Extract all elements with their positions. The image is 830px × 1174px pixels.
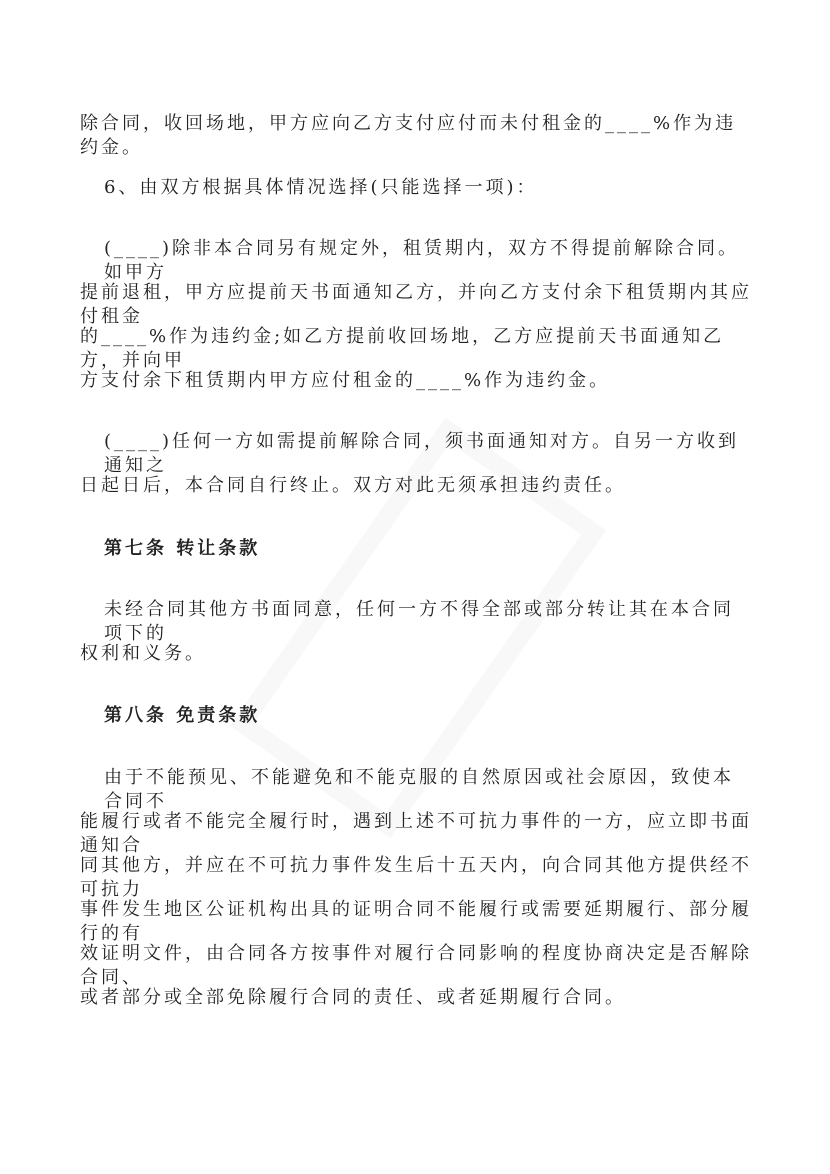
option-2-line: 日起日后，本合同自行终止。双方对此无须承担违约责任。 [80,475,626,496]
article-8-text: 由于不能预见、不能避免和不能克服的自然原因或社会原因，致使本合同不 [104,767,734,812]
option-1-line: (____)除非本合同另有规定外，租赁期内，双方不得提前解除合同。如甲方 [104,238,740,283]
clause-6-heading: 6、由双方根据具体情况选择(只能选择一项)： [104,177,538,198]
article-8-heading: 第八条 免责条款 [104,705,261,726]
article-7-heading: 第七条 转让条款 [104,538,261,559]
article-8-text: 同其他方，并应在不可抗力事件发生后十五天内，向合同其他方提供经不可抗力 [80,855,752,900]
paragraph-line: 除合同，收回场地，甲方应向乙方支付应付而未付租金的____%作为违约金。 [80,113,737,158]
option-1-line: 方支付余下租赁期内甲方应付租金的____%作为违约金。 [80,370,611,391]
option-1-line: 提前退租，甲方应提前天书面通知乙方，并向乙方支付余下租赁期内其应付租金 [80,282,752,327]
option-2-line: (____)任何一方如需提前解除合同，须书面通知对方。自另一方收到通知之 [104,431,740,476]
option-1-line: 的____%作为违约金;如乙方提前收回场地，乙方应提前天书面通知乙方，并向甲 [80,326,725,371]
article-7-text: 未经合同其他方书面同意，任何一方不得全部或部分转让其在本合同项下的 [104,599,734,644]
article-8-text: 事件发生地区公证机构出具的证明合同不能履行或需要延期履行、部分履行的有 [80,899,752,944]
article-8-text: 能履行或者不能完全履行时，遇到上述不可抗力事件的一方，应立即书面通知合 [80,811,752,856]
article-8-text: 效证明文件，由合同各方按事件对履行合同影响的程度协商决定是否解除合同、 [80,943,752,988]
article-7-text: 权利和义务。 [80,643,206,664]
article-8-text: 或者部分或全部免除履行合同的责任、或者延期履行合同。 [80,987,626,1008]
